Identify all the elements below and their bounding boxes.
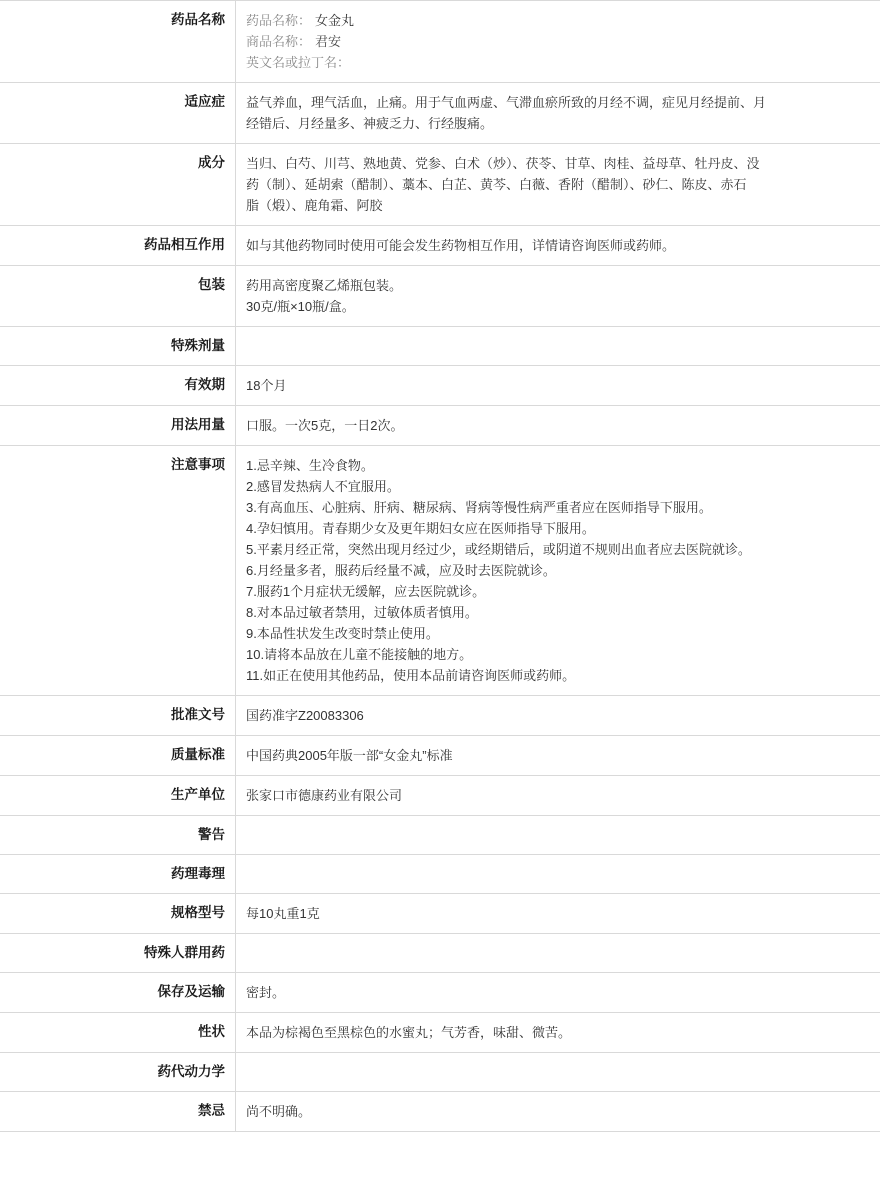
drug-name-value: 女金丸 <box>315 13 354 28</box>
row-value <box>236 696 880 736</box>
value-line: 国药准字Z20083306 <box>246 705 870 726</box>
row-value <box>236 1 880 83</box>
table-row <box>0 816 880 855</box>
value-line: 中国药典2005年版一部“女金丸”标准 <box>246 745 870 766</box>
table-row <box>0 1 880 83</box>
table-row <box>0 894 880 934</box>
row-label: 批准文号 <box>0 696 236 736</box>
table-row <box>0 266 880 327</box>
row-label: 警告 <box>0 816 236 855</box>
drug-name-key: 英文名或拉丁名： <box>246 55 350 70</box>
row-value <box>236 776 880 816</box>
empty-value <box>246 864 870 884</box>
table-row <box>0 83 880 144</box>
row-label: 有效期 <box>0 366 236 406</box>
value-line: 经错后、月经量多、神疲乏力、行经腹痛。 <box>246 113 870 134</box>
table-row <box>0 934 880 973</box>
drug-name-line <box>246 10 870 31</box>
row-value <box>236 1013 880 1053</box>
drug-name-key: 药品名称： <box>246 13 311 28</box>
table-row <box>0 1013 880 1053</box>
row-value <box>236 816 880 855</box>
empty-value <box>246 1062 870 1082</box>
value-line: 口服。一次5克，一日2次。 <box>246 415 870 436</box>
row-label: 禁忌 <box>0 1092 236 1132</box>
value-line: 本品为棕褐色至黑棕色的水蜜丸；气芳香，味甜、微苦。 <box>246 1022 870 1043</box>
row-label: 特殊剂量 <box>0 327 236 366</box>
row-label: 保存及运输 <box>0 973 236 1013</box>
table-row <box>0 144 880 226</box>
value-line: 9.本品性状发生改变时禁止使用。 <box>246 623 870 644</box>
row-label: 药品名称 <box>0 1 236 83</box>
value-line: 张家口市德康药业有限公司 <box>246 785 870 806</box>
empty-value <box>246 336 870 356</box>
value-line: 密封。 <box>246 982 870 1003</box>
drug-name-line <box>246 31 870 52</box>
table-row <box>0 226 880 266</box>
value-line: 2.感冒发热病人不宜服用。 <box>246 476 870 497</box>
page-bottom-spacer <box>0 1132 880 1188</box>
row-value <box>236 934 880 973</box>
value-line: 18个月 <box>246 375 870 396</box>
value-line: 如与其他药物同时使用可能会发生药物相互作用，详情请咨询医师或药师。 <box>246 235 870 256</box>
table-row <box>0 855 880 894</box>
drug-name-line <box>246 52 870 73</box>
row-label: 特殊人群用药 <box>0 934 236 973</box>
empty-value <box>246 943 870 963</box>
row-label: 生产单位 <box>0 776 236 816</box>
row-value <box>236 1092 880 1132</box>
value-line: 30克/瓶×10瓶/盒。 <box>246 296 870 317</box>
row-value <box>236 1053 880 1092</box>
row-label: 药代动力学 <box>0 1053 236 1092</box>
row-value <box>236 855 880 894</box>
row-value <box>236 894 880 934</box>
row-label: 注意事项 <box>0 446 236 696</box>
drug-name-value: 君安 <box>315 34 341 49</box>
row-label: 药理毒理 <box>0 855 236 894</box>
table-row <box>0 366 880 406</box>
row-label: 包装 <box>0 266 236 327</box>
value-line: 尚不明确。 <box>246 1101 870 1122</box>
row-value <box>236 226 880 266</box>
value-line: 脂（煅）、鹿角霜、阿胶 <box>246 195 870 216</box>
row-value <box>236 144 880 226</box>
row-value <box>236 83 880 144</box>
row-label: 成分 <box>0 144 236 226</box>
value-line: 当归、白芍、川芎、熟地黄、党参、白术（炒）、茯苓、甘草、肉桂、益母草、牡丹皮、没 <box>246 153 870 174</box>
row-value <box>236 736 880 776</box>
table-row <box>0 776 880 816</box>
table-row <box>0 1053 880 1092</box>
value-line: 4.孕妇慎用。青春期少女及更年期妇女应在医师指导下服用。 <box>246 518 870 539</box>
row-value <box>236 973 880 1013</box>
table-row <box>0 736 880 776</box>
value-line: 6.月经量多者，服药后经量不减，应及时去医院就诊。 <box>246 560 870 581</box>
row-value <box>236 366 880 406</box>
value-line: 药（制）、延胡索（醋制）、藁本、白芷、黄芩、白薇、香附（醋制）、砂仁、陈皮、赤石 <box>246 174 870 195</box>
empty-value <box>246 825 870 845</box>
table-row <box>0 973 880 1013</box>
row-label: 适应症 <box>0 83 236 144</box>
value-line: 1.忌辛辣、生冷食物。 <box>246 455 870 476</box>
value-line: 每10丸重1克 <box>246 903 870 924</box>
drug-name-key: 商品名称： <box>246 34 311 49</box>
row-value <box>236 327 880 366</box>
row-value <box>236 266 880 327</box>
table-row <box>0 406 880 446</box>
value-line: 药用高密度聚乙烯瓶包装。 <box>246 275 870 296</box>
table-row <box>0 446 880 696</box>
value-line: 5.平素月经正常，突然出现月经过少，或经期错后，或阴道不规则出血者应去医院就诊。 <box>246 539 870 560</box>
value-line: 11.如正在使用其他药品，使用本品前请咨询医师或药师。 <box>246 665 870 686</box>
row-label: 用法用量 <box>0 406 236 446</box>
table-row <box>0 327 880 366</box>
value-line: 8.对本品过敏者禁用，过敏体质者慎用。 <box>246 602 870 623</box>
row-label: 药品相互作用 <box>0 226 236 266</box>
table-row <box>0 696 880 736</box>
row-label: 性状 <box>0 1013 236 1053</box>
row-label: 质量标准 <box>0 736 236 776</box>
row-value <box>236 446 880 696</box>
value-line: 7.服药1个月症状无缓解，应去医院就诊。 <box>246 581 870 602</box>
value-line: 益气养血，理气活血，止痛。用于气血两虚、气滞血瘀所致的月经不调，症见月经提前、月 <box>246 92 870 113</box>
row-value <box>236 406 880 446</box>
value-line: 10.请将本品放在儿童不能接触的地方。 <box>246 644 870 665</box>
table-row <box>0 1092 880 1132</box>
value-line: 3.有高血压、心脏病、肝病、糖尿病、肾病等慢性病严重者应在医师指导下服用。 <box>246 497 870 518</box>
row-label: 规格型号 <box>0 894 236 934</box>
drug-info-table-body <box>0 1 880 1132</box>
